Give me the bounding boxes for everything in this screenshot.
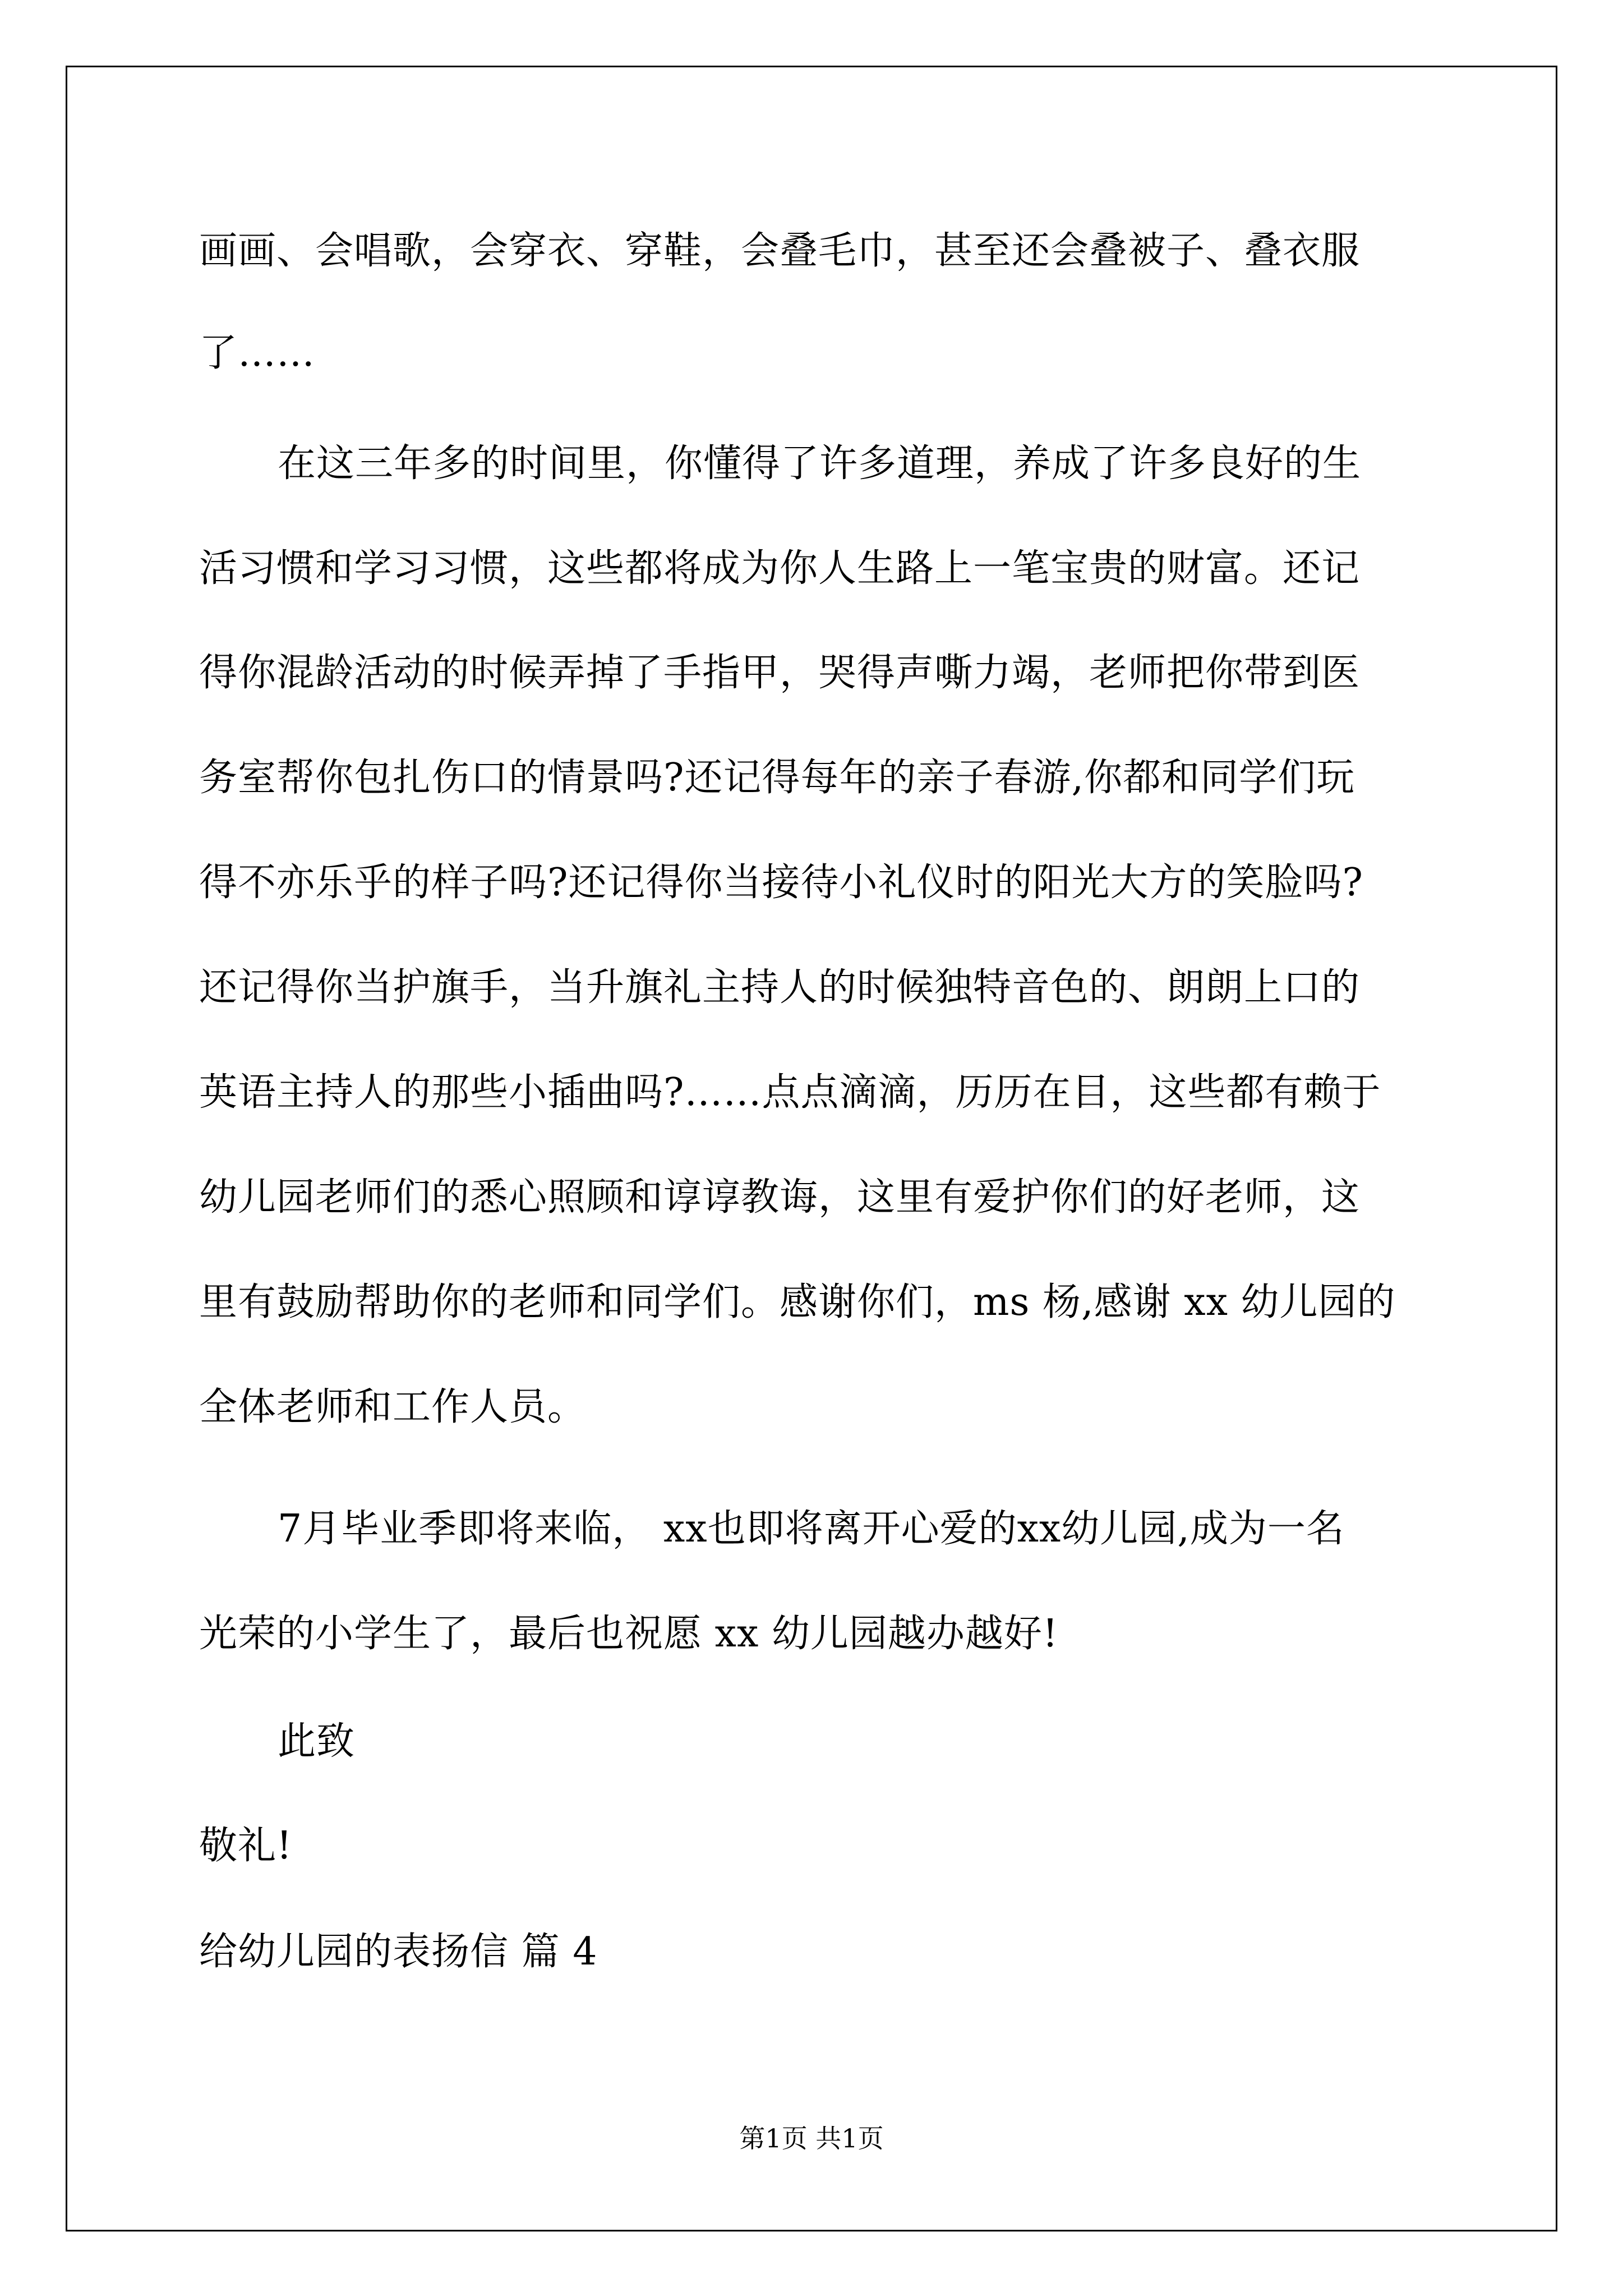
- text-line: 得不亦乐乎的样子吗?还记得你当接待小礼仪时的阳光大方的笑脸吗?: [199, 861, 1363, 905]
- page-border: [66, 66, 1557, 2231]
- text-line: 幼儿园老师们的悉心照顾和谆谆教诲，这里有爱护你们的好老师，这: [199, 1175, 1361, 1220]
- closing-salutation: 此致: [278, 1719, 356, 1764]
- text-line: 画画、会唱歌，会穿衣、穿鞋，会叠毛巾，甚至还会叠被子、叠衣服: [199, 229, 1361, 273]
- text-line: 务室帮你包扎伤口的情景吗?还记得每年的亲子春游,你都和同学们玩: [199, 756, 1355, 800]
- text-line: 还记得你当护旗手，当升旗礼主持人的时候独特音色的、朗朗上口的: [199, 965, 1361, 1010]
- text-line: 活习惯和学习习惯，这些都将成为你人生路上一笔宝贵的财富。还记: [199, 546, 1361, 591]
- text-line: 得你混龄活动的时候弄掉了手指甲，哭得声嘶力竭，老师把你带到医: [199, 651, 1361, 695]
- text-line: 全体老师和工作人员。: [199, 1385, 587, 1429]
- page-number-footer: 第1页 共1页: [739, 2123, 884, 2154]
- section-heading: 给幼儿园的表扬信 篇 4: [199, 1930, 598, 1974]
- text-line: 英语主持人的那些小插曲吗?……点点滴滴，历历在目，这些都有赖于: [199, 1070, 1381, 1115]
- text-line: 光荣的小学生了，最后也祝愿 xx 幼儿园越办越好!: [199, 1612, 1059, 1656]
- text-line: 了……: [199, 331, 316, 375]
- paragraph-start-line: 在这三年多的时间里，你懂得了许多道理，养成了许多良好的生: [278, 441, 1362, 486]
- closing-regards: 敬礼!: [199, 1824, 293, 1868]
- text-line: 里有鼓励帮助你的老师和同学们。感谢你们，ms 杨,感谢 xx 幼儿园的: [199, 1280, 1396, 1324]
- paragraph-start-line: 7月毕业季即将来临， xx也即将离开心爱的xx幼儿园,成为一名: [278, 1507, 1345, 1551]
